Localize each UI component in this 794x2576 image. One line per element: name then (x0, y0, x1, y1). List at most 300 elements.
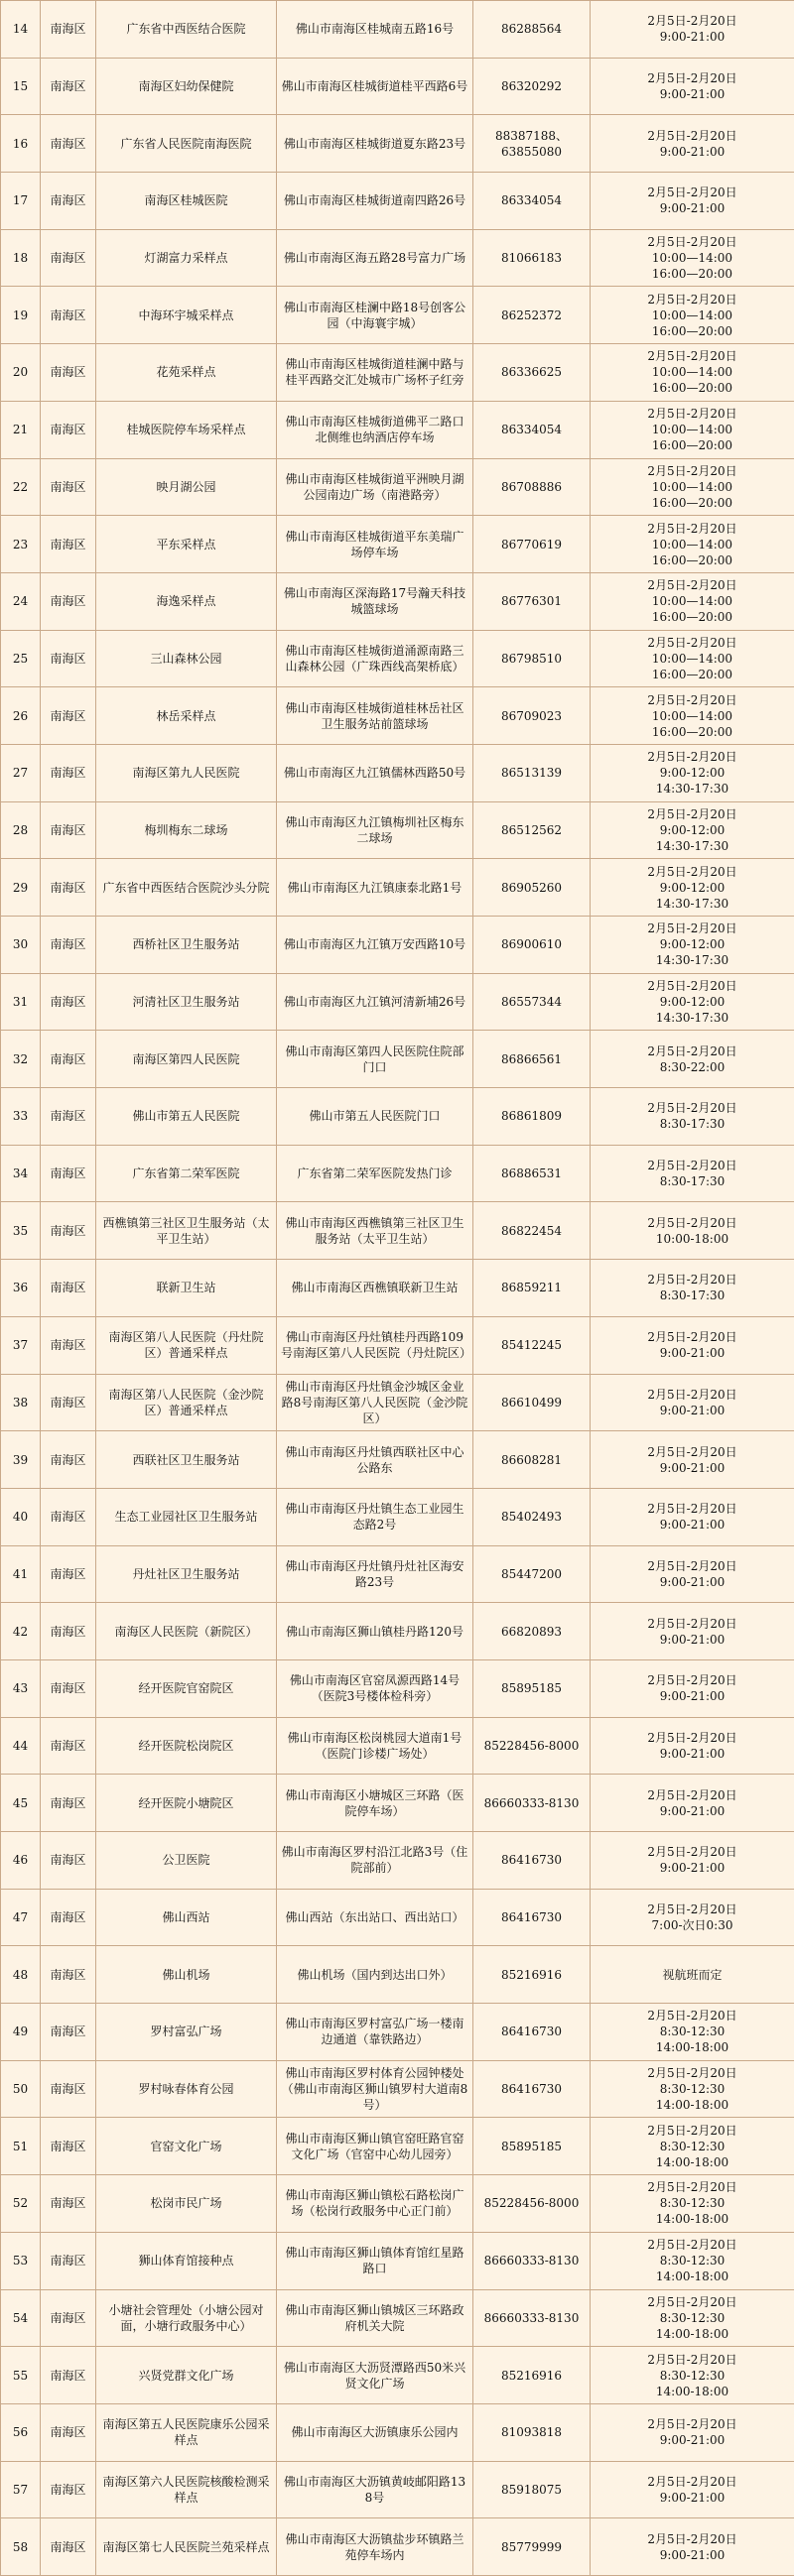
district-cell: 南海区 (41, 917, 96, 974)
table-row (1, 1, 794, 59)
row-number: 19 (1, 287, 41, 344)
phone-cell: 86608281 (473, 1431, 591, 1489)
site-name-cell: 兴贤党群文化广场 (96, 2347, 277, 2404)
district-cell: 南海区 (41, 630, 96, 687)
table-row (1, 1775, 794, 1832)
row-number: 21 (1, 401, 41, 458)
phone-cell: 85216916 (473, 1946, 591, 2004)
hours-cell: 2月5日-2月20日 10:00-18:00 (591, 1202, 794, 1260)
district-cell: 南海区 (41, 1088, 96, 1146)
row-number: 48 (1, 1946, 41, 2004)
phone-cell: 86660333-8130 (473, 1775, 591, 1832)
row-number: 28 (1, 801, 41, 859)
site-name-cell: 佛山市第五人民医院 (96, 1088, 277, 1146)
site-name-cell: 南海区第七人民医院兰苑采样点 (96, 2518, 277, 2576)
district-cell: 南海区 (41, 1603, 96, 1660)
phone-cell: 86336625 (473, 344, 591, 402)
phone-cell: 85895185 (473, 1659, 591, 1717)
table-row (1, 2175, 794, 2233)
site-name-cell: 南海区妇幼保健院 (96, 58, 277, 115)
address-cell: 佛山市南海区西樵镇联新卫生站 (277, 1260, 473, 1317)
table-row (1, 1145, 794, 1202)
hours-cell: 2月5日-2月20日 9:00-21:00 (591, 1488, 794, 1545)
hours-cell: 2月5日-2月20日 9:00-21:00 (591, 115, 794, 173)
hours-cell: 2月5日-2月20日 8:30-17:30 (591, 1088, 794, 1146)
address-cell: 佛山市南海区九江镇儒林西路50号 (277, 744, 473, 801)
phone-cell: 86610499 (473, 1374, 591, 1431)
address-cell: 佛山市南海区桂城街道桂澜中路与桂平西路交汇处城市广场杯子红旁 (277, 344, 473, 402)
table-row (1, 1202, 794, 1260)
district-cell: 南海区 (41, 1717, 96, 1775)
table-row (1, 1659, 794, 1717)
site-name-cell: 林岳采样点 (96, 687, 277, 745)
site-name-cell: 罗村富弘广场 (96, 2004, 277, 2061)
table-row (1, 1260, 794, 1317)
address-cell: 佛山市南海区狮山镇官窑旺路官窑文化广场（官窑中心幼儿园旁） (277, 2118, 473, 2175)
hours-cell: 2月5日-2月20日 8:30-22:00 (591, 1031, 794, 1088)
table-row (1, 287, 794, 344)
phone-cell: 86886531 (473, 1145, 591, 1202)
hours-cell: 2月5日-2月20日 10:00—14:00 16:00—20:00 (591, 401, 794, 458)
table-row (1, 1088, 794, 1146)
district-cell: 南海区 (41, 401, 96, 458)
district-cell: 南海区 (41, 1031, 96, 1088)
table-row (1, 1316, 794, 1374)
table-row (1, 458, 794, 516)
row-number: 26 (1, 687, 41, 745)
row-number: 52 (1, 2175, 41, 2233)
phone-cell: 86334054 (473, 401, 591, 458)
hours-cell: 2月5日-2月20日 10:00—14:00 16:00—20:00 (591, 572, 794, 630)
table-row (1, 1946, 794, 2004)
table-row (1, 1832, 794, 1890)
table-row (1, 2289, 794, 2347)
address-cell: 佛山市南海区桂城街道南四路26号 (277, 173, 473, 230)
row-number: 41 (1, 1545, 41, 1603)
table-row (1, 744, 794, 801)
district-cell: 南海区 (41, 115, 96, 173)
row-number: 45 (1, 1775, 41, 1832)
site-name-cell: 生态工业园社区卫生服务站 (96, 1488, 277, 1545)
address-cell: 佛山机场（国内到达出口外） (277, 1946, 473, 2004)
phone-cell: 86288564 (473, 1, 591, 59)
row-number: 53 (1, 2232, 41, 2289)
hours-cell: 2月5日-2月20日 9:00-21:00 (591, 2403, 794, 2461)
row-number: 40 (1, 1488, 41, 1545)
row-number: 23 (1, 516, 41, 573)
site-name-cell: 映月湖公园 (96, 458, 277, 516)
district-cell: 南海区 (41, 859, 96, 917)
row-number: 56 (1, 2403, 41, 2461)
table-row (1, 1889, 794, 1946)
district-cell: 南海区 (41, 2118, 96, 2175)
table-row (1, 2347, 794, 2404)
district-cell: 南海区 (41, 1, 96, 59)
row-number: 33 (1, 1088, 41, 1146)
table-row (1, 173, 794, 230)
district-cell: 南海区 (41, 2232, 96, 2289)
address-cell: 佛山市南海区小塘城区三环路（医院停车场） (277, 1775, 473, 1832)
hours-cell: 视航班而定 (591, 1946, 794, 2004)
row-number: 18 (1, 229, 41, 287)
hours-cell: 2月5日-2月20日 9:00-21:00 (591, 1717, 794, 1775)
district-cell: 南海区 (41, 801, 96, 859)
hours-cell: 2月5日-2月20日 9:00-12:00 14:30-17:30 (591, 917, 794, 974)
row-number: 47 (1, 1889, 41, 1946)
row-number: 14 (1, 1, 41, 59)
site-name-cell: 西樵镇第三社区卫生服务站（太平卫生站） (96, 1202, 277, 1260)
site-name-cell: 南海区第九人民医院 (96, 744, 277, 801)
site-name-cell: 南海区第四人民医院 (96, 1031, 277, 1088)
site-name-cell: 平东采样点 (96, 516, 277, 573)
row-number: 35 (1, 1202, 41, 1260)
site-name-cell: 佛山机场 (96, 1946, 277, 2004)
table-row (1, 1031, 794, 1088)
hours-cell: 2月5日-2月20日 9:00-21:00 (591, 1431, 794, 1489)
hours-cell: 2月5日-2月20日 9:00-21:00 (591, 173, 794, 230)
phone-cell: 85412245 (473, 1316, 591, 1374)
phone-cell: 86252372 (473, 287, 591, 344)
row-number: 43 (1, 1659, 41, 1717)
phone-cell: 86708886 (473, 458, 591, 516)
address-cell: 佛山市南海区大沥镇黄岐邮阳路138号 (277, 2461, 473, 2518)
phone-cell: 86798510 (473, 630, 591, 687)
district-cell: 南海区 (41, 2289, 96, 2347)
district-cell: 南海区 (41, 973, 96, 1031)
phone-cell: 86859211 (473, 1260, 591, 1317)
district-cell: 南海区 (41, 1488, 96, 1545)
phone-cell: 81066183 (473, 229, 591, 287)
hours-cell: 2月5日-2月20日 8:30-12:30 14:00-18:00 (591, 2004, 794, 2061)
address-cell: 佛山市南海区桂城街道夏东路23号 (277, 115, 473, 173)
site-name-cell: 经开医院松岗院区 (96, 1717, 277, 1775)
address-cell: 佛山市南海区大沥镇盐步环镇路兰苑停车场内 (277, 2518, 473, 2576)
site-name-cell: 联新卫生站 (96, 1260, 277, 1317)
site-name-cell: 南海区人民医院（新院区） (96, 1603, 277, 1660)
phone-cell: 86416730 (473, 2060, 591, 2118)
row-number: 27 (1, 744, 41, 801)
address-cell: 佛山市南海区狮山镇桂丹路120号 (277, 1603, 473, 1660)
row-number: 39 (1, 1431, 41, 1489)
hours-cell: 2月5日-2月20日 10:00—14:00 16:00—20:00 (591, 458, 794, 516)
hours-cell: 2月5日-2月20日 8:30-12:30 14:00-18:00 (591, 2060, 794, 2118)
table-row (1, 1374, 794, 1431)
hours-cell: 2月5日-2月20日 9:00-12:00 14:30-17:30 (591, 973, 794, 1031)
address-cell: 佛山市南海区大沥贤潭路西50米兴贤文化广场 (277, 2347, 473, 2404)
hours-cell: 2月5日-2月20日 7:00-次日0:30 (591, 1889, 794, 1946)
district-cell: 南海区 (41, 1316, 96, 1374)
district-cell: 南海区 (41, 572, 96, 630)
address-cell: 佛山市南海区深海路17号瀚天科技城篮球场 (277, 572, 473, 630)
site-name-cell: 小塘社会管理处（小塘公园对面，小塘行政服务中心） (96, 2289, 277, 2347)
row-number: 42 (1, 1603, 41, 1660)
phone-cell: 86822454 (473, 1202, 591, 1260)
table-row (1, 973, 794, 1031)
row-number: 50 (1, 2060, 41, 2118)
hours-cell: 2月5日-2月20日 9:00-12:00 14:30-17:30 (591, 801, 794, 859)
row-number: 49 (1, 2004, 41, 2061)
address-cell: 佛山市南海区桂城街道涌源南路三山森林公园（广珠西线高架桥底） (277, 630, 473, 687)
district-cell: 南海区 (41, 2175, 96, 2233)
district-cell: 南海区 (41, 58, 96, 115)
hours-cell: 2月5日-2月20日 9:00-21:00 (591, 1, 794, 59)
table-row (1, 801, 794, 859)
row-number: 16 (1, 115, 41, 173)
phone-cell: 86416730 (473, 2004, 591, 2061)
site-name-cell: 河清社区卫生服务站 (96, 973, 277, 1031)
table-row (1, 1431, 794, 1489)
phone-cell: 86861809 (473, 1088, 591, 1146)
phone-cell: 86660333-8130 (473, 2232, 591, 2289)
address-cell: 佛山市南海区丹灶镇桂丹西路109号南海区第八人民医院（丹灶院区） (277, 1316, 473, 1374)
hours-cell: 2月5日-2月20日 9:00-21:00 (591, 58, 794, 115)
phone-cell: 86709023 (473, 687, 591, 745)
site-name-cell: 经开医院小塘院区 (96, 1775, 277, 1832)
address-cell: 佛山西站（东出站口、西出站口） (277, 1889, 473, 1946)
row-number: 36 (1, 1260, 41, 1317)
site-name-cell: 西联社区卫生服务站 (96, 1431, 277, 1489)
address-cell: 佛山市南海区丹灶镇金沙城区金业路8号南海区第八人民医院（金沙院区） (277, 1374, 473, 1431)
site-name-cell: 官窑文化广场 (96, 2118, 277, 2175)
table-row (1, 1488, 794, 1545)
phone-cell: 86513139 (473, 744, 591, 801)
site-name-cell: 佛山西站 (96, 1889, 277, 1946)
hours-cell: 2月5日-2月20日 8:30-17:30 (591, 1145, 794, 1202)
address-cell: 佛山市南海区九江镇河清新埔26号 (277, 973, 473, 1031)
row-number: 38 (1, 1374, 41, 1431)
site-name-cell: 三山森林公园 (96, 630, 277, 687)
district-cell: 南海区 (41, 1889, 96, 1946)
district-cell: 南海区 (41, 1260, 96, 1317)
table-row (1, 917, 794, 974)
phone-cell: 86557344 (473, 973, 591, 1031)
phone-cell: 86776301 (473, 572, 591, 630)
row-number: 44 (1, 1717, 41, 1775)
district-cell: 南海区 (41, 1145, 96, 1202)
phone-cell: 86900610 (473, 917, 591, 974)
row-number: 58 (1, 2518, 41, 2576)
address-cell: 佛山市南海区丹灶镇西联社区中心公路东 (277, 1431, 473, 1489)
table-row (1, 2461, 794, 2518)
address-cell: 佛山市南海区丹灶镇丹灶社区海安路23号 (277, 1545, 473, 1603)
table-row (1, 115, 794, 173)
phone-cell: 86334054 (473, 173, 591, 230)
row-number: 29 (1, 859, 41, 917)
district-cell: 南海区 (41, 2461, 96, 2518)
site-name-cell: 西桥社区卫生服务站 (96, 917, 277, 974)
address-cell: 佛山市南海区狮山镇松石路松岗广场（松岗行政服务中心正门前） (277, 2175, 473, 2233)
table-row (1, 859, 794, 917)
address-cell: 佛山市南海区第四人民医院住院部门口 (277, 1031, 473, 1088)
hours-cell: 2月5日-2月20日 9:00-21:00 (591, 1603, 794, 1660)
hours-cell: 2月5日-2月20日 10:00—14:00 16:00—20:00 (591, 516, 794, 573)
address-cell: 佛山市南海区九江镇康泰北路1号 (277, 859, 473, 917)
district-cell: 南海区 (41, 1374, 96, 1431)
district-cell: 南海区 (41, 287, 96, 344)
address-cell: 佛山市南海区桂城街道佛平二路口北侧维也纳酒店停车场 (277, 401, 473, 458)
district-cell: 南海区 (41, 1832, 96, 1890)
address-cell: 佛山市南海区九江镇万安西路10号 (277, 917, 473, 974)
row-number: 20 (1, 344, 41, 402)
address-cell: 佛山市南海区大沥镇康乐公园内 (277, 2403, 473, 2461)
phone-cell: 66820893 (473, 1603, 591, 1660)
table-row (1, 572, 794, 630)
district-cell: 南海区 (41, 2060, 96, 2118)
table-row (1, 687, 794, 745)
district-cell: 南海区 (41, 744, 96, 801)
site-name-cell: 灯湖富力采样点 (96, 229, 277, 287)
row-number: 55 (1, 2347, 41, 2404)
district-cell: 南海区 (41, 1202, 96, 1260)
row-number: 34 (1, 1145, 41, 1202)
hours-cell: 2月5日-2月20日 9:00-12:00 14:30-17:30 (591, 744, 794, 801)
row-number: 37 (1, 1316, 41, 1374)
phone-cell: 85918075 (473, 2461, 591, 2518)
district-cell: 南海区 (41, 458, 96, 516)
site-name-cell: 桂城医院停车场采样点 (96, 401, 277, 458)
district-cell: 南海区 (41, 229, 96, 287)
district-cell: 南海区 (41, 1946, 96, 2004)
row-number: 46 (1, 1832, 41, 1890)
hours-cell: 2月5日-2月20日 8:30-12:30 14:00-18:00 (591, 2118, 794, 2175)
site-name-cell: 中海环宇城采样点 (96, 287, 277, 344)
table-row (1, 2518, 794, 2576)
site-name-cell: 南海区第八人民医院（丹灶院区）普通采样点 (96, 1316, 277, 1374)
site-name-cell: 公卫医院 (96, 1832, 277, 1890)
table-row (1, 1545, 794, 1603)
site-name-cell: 广东省中西医结合医院 (96, 1, 277, 59)
district-cell: 南海区 (41, 516, 96, 573)
district-cell: 南海区 (41, 173, 96, 230)
site-name-cell: 广东省人民医院南海医院 (96, 115, 277, 173)
table-row (1, 229, 794, 287)
address-cell: 佛山市南海区桂城街道桂林岳社区卫生服务站前篮球场 (277, 687, 473, 745)
address-cell: 佛山市南海区海五路28号富力广场 (277, 229, 473, 287)
table-row (1, 344, 794, 402)
hours-cell: 2月5日-2月20日 10:00—14:00 16:00—20:00 (591, 687, 794, 745)
address-cell: 佛山市南海区松岗桃园大道南1号（医院门诊楼广场处） (277, 1717, 473, 1775)
address-cell: 佛山市南海区狮山镇城区三环路政府机关大院 (277, 2289, 473, 2347)
phone-cell: 86512562 (473, 801, 591, 859)
phone-cell: 86416730 (473, 1889, 591, 1946)
row-number: 54 (1, 2289, 41, 2347)
hours-cell: 2月5日-2月20日 9:00-21:00 (591, 1775, 794, 1832)
hours-cell: 2月5日-2月20日 9:00-12:00 14:30-17:30 (591, 859, 794, 917)
site-name-cell: 南海区桂城医院 (96, 173, 277, 230)
hours-cell: 2月5日-2月20日 9:00-21:00 (591, 1832, 794, 1890)
table-row (1, 630, 794, 687)
address-cell: 佛山市南海区西樵镇第三社区卫生服务站（太平卫生站） (277, 1202, 473, 1260)
row-number: 32 (1, 1031, 41, 1088)
table-row (1, 58, 794, 115)
district-cell: 南海区 (41, 2004, 96, 2061)
phone-cell: 88387188、 63855080 (473, 115, 591, 173)
row-number: 30 (1, 917, 41, 974)
district-cell: 南海区 (41, 1431, 96, 1489)
hours-cell: 2月5日-2月20日 8:30-12:30 14:00-18:00 (591, 2289, 794, 2347)
address-cell: 佛山市南海区狮山镇体育馆红星路路口 (277, 2232, 473, 2289)
row-number: 24 (1, 572, 41, 630)
district-cell: 南海区 (41, 1659, 96, 1717)
row-number: 25 (1, 630, 41, 687)
address-cell: 佛山市南海区官窑凤源西路14号（医院3号楼体检科旁） (277, 1659, 473, 1717)
district-cell: 南海区 (41, 2518, 96, 2576)
table-row (1, 2004, 794, 2061)
site-name-cell: 广东省第二荣军医院 (96, 1145, 277, 1202)
district-cell: 南海区 (41, 1545, 96, 1603)
site-name-cell: 松岗市民广场 (96, 2175, 277, 2233)
site-name-cell: 罗村咏春体育公园 (96, 2060, 277, 2118)
row-number: 31 (1, 973, 41, 1031)
site-name-cell: 花苑采样点 (96, 344, 277, 402)
district-cell: 南海区 (41, 1775, 96, 1832)
site-name-cell: 南海区第八人民医院（金沙院区）普通采样点 (96, 1374, 277, 1431)
site-name-cell: 梅圳梅东二球场 (96, 801, 277, 859)
hours-cell: 2月5日-2月20日 9:00-21:00 (591, 2461, 794, 2518)
table-row (1, 516, 794, 573)
row-number: 17 (1, 173, 41, 230)
district-cell: 南海区 (41, 2347, 96, 2404)
hours-cell: 2月5日-2月20日 10:00—14:00 16:00—20:00 (591, 229, 794, 287)
address-cell: 佛山市南海区九江镇梅圳社区梅东二球场 (277, 801, 473, 859)
site-name-cell: 南海区第五人民医院康乐公园采样点 (96, 2403, 277, 2461)
hours-cell: 2月5日-2月20日 9:00-21:00 (591, 1659, 794, 1717)
site-name-cell: 丹灶社区卫生服务站 (96, 1545, 277, 1603)
phone-cell: 85402493 (473, 1488, 591, 1545)
address-cell: 佛山市南海区桂澜中路18号创客公园（中海寰宇城） (277, 287, 473, 344)
phone-cell: 86320292 (473, 58, 591, 115)
hours-cell: 2月5日-2月20日 10:00—14:00 16:00—20:00 (591, 287, 794, 344)
address-cell: 佛山市南海区罗村沿江北路3号（住院部前） (277, 1832, 473, 1890)
address-cell: 广东省第二荣军医院发热门诊 (277, 1145, 473, 1202)
site-name-cell: 海逸采样点 (96, 572, 277, 630)
phone-cell: 85447200 (473, 1545, 591, 1603)
phone-cell: 86770619 (473, 516, 591, 573)
table-row (1, 1603, 794, 1660)
site-name-cell: 经开医院官窑院区 (96, 1659, 277, 1717)
address-cell: 佛山市南海区桂城街道平洲映月湖公园南边广场（南港路旁） (277, 458, 473, 516)
phone-cell: 86416730 (473, 1832, 591, 1890)
district-cell: 南海区 (41, 687, 96, 745)
site-name-cell: 南海区第六人民医院核酸检测采样点 (96, 2461, 277, 2518)
hours-cell: 2月5日-2月20日 9:00-21:00 (591, 1374, 794, 1431)
phone-cell: 81093818 (473, 2403, 591, 2461)
address-cell: 佛山市南海区桂城街道桂平西路6号 (277, 58, 473, 115)
table-row (1, 1717, 794, 1775)
address-cell: 佛山市南海区桂城南五路16号 (277, 1, 473, 59)
row-number: 51 (1, 2118, 41, 2175)
phone-cell: 85228456-8000 (473, 1717, 591, 1775)
table-row (1, 2118, 794, 2175)
hours-cell: 2月5日-2月20日 8:30-12:30 14:00-18:00 (591, 2347, 794, 2404)
phone-cell: 86660333-8130 (473, 2289, 591, 2347)
phone-cell: 85228456-8000 (473, 2175, 591, 2233)
table-body (1, 1, 794, 2576)
hours-cell: 2月5日-2月20日 8:30-12:30 14:00-18:00 (591, 2232, 794, 2289)
table-row (1, 401, 794, 458)
table-row (1, 2403, 794, 2461)
hours-cell: 2月5日-2月20日 10:00—14:00 16:00—20:00 (591, 344, 794, 402)
hours-cell: 2月5日-2月20日 8:30-12:30 14:00-18:00 (591, 2175, 794, 2233)
row-number: 57 (1, 2461, 41, 2518)
hours-cell: 2月5日-2月20日 8:30-17:30 (591, 1260, 794, 1317)
hours-cell: 2月5日-2月20日 9:00-21:00 (591, 1545, 794, 1603)
phone-cell: 86905260 (473, 859, 591, 917)
site-name-cell: 广东省中西医结合医院沙头分院 (96, 859, 277, 917)
address-cell: 佛山市第五人民医院门口 (277, 1088, 473, 1146)
hours-cell: 2月5日-2月20日 9:00-21:00 (591, 1316, 794, 1374)
address-cell: 佛山市南海区罗村体育公园钟楼处（佛山市南海区狮山镇罗村大道南8号） (277, 2060, 473, 2118)
